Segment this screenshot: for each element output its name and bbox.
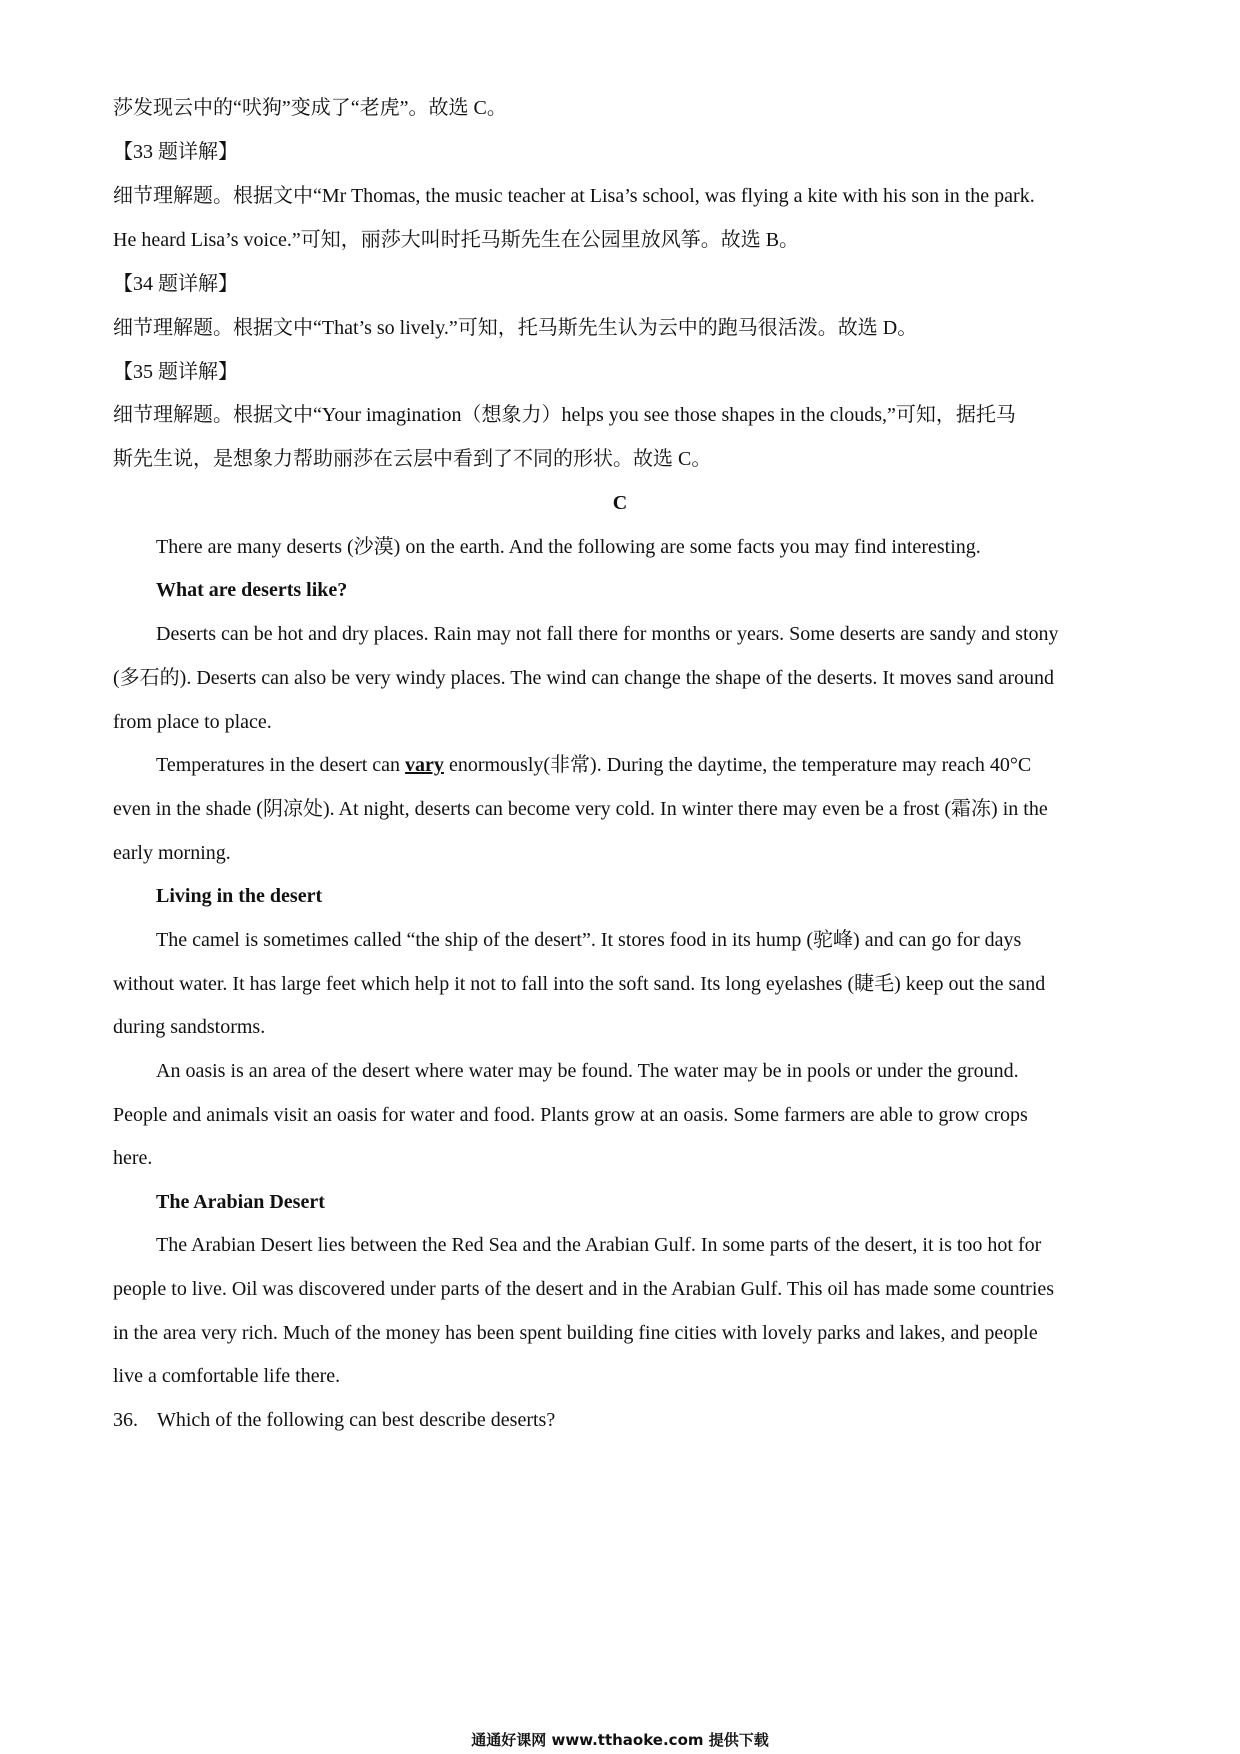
question-36 <box>113 1407 1133 1433</box>
paragraph-line: An oasis is an area of the desert where water may be found. The water may be in pools or under the ground. <box>156 1060 1019 1082</box>
text-segment: enormously(非常). During the daytime, the temperature may reach 40°C <box>443 754 1032 776</box>
question-number: 36. <box>113 1409 138 1431</box>
paragraph-line: People and animals visit an oasis for water and food. Plants grow at an oasis. Some farmers are able to grow crops <box>113 1104 1028 1126</box>
page-footer: 通通好课网 www.tthaoke.com 提供下载 <box>471 1731 769 1749</box>
answer-text: 细节理解题。根据文中“Your imagination（想象力）helps you see those shapes in the clouds,”可知，据托马 <box>113 404 1016 426</box>
paragraph-line: in the area very rich. Much of the money has been spent building fine cities with lovely parks and lakes, and people <box>113 1322 1038 1344</box>
paragraph-line: from place to place. <box>113 711 272 733</box>
subheading: The Arabian Desert <box>156 1191 325 1213</box>
question-header-34: 【34 题详解】 <box>113 273 238 295</box>
paragraph-line: here. <box>113 1147 153 1169</box>
paragraph-line: The camel is sometimes called “the ship of the desert”. It stores food in its hump (驼峰) and can go for days <box>156 929 1022 951</box>
answer-text: 细节理解题。根据文中“That’s so lively.”可知，托马斯先生认为云中的跑马很活泼。故选 D。 <box>113 317 918 339</box>
question-header-33: 【33 题详解】 <box>113 141 238 163</box>
answer-text: 斯先生说，是想象力帮助丽莎在云层中看到了不同的形状。故选 C。 <box>113 448 712 470</box>
paragraph-line: without water. It has large feet which help it not to fall into the soft sand. Its long eyelashes (睫毛) keep out the sand <box>113 973 1046 995</box>
answer-text: 莎发现云中的“吠狗”变成了“老虎”。故选 C。 <box>113 97 507 119</box>
paragraph-line: (多石的). Deserts can also be very windy places. The wind can change the shape of the deserts. It moves sand around <box>113 667 1055 689</box>
section-title: C <box>612 492 628 514</box>
paragraph-line: early morning. <box>113 842 231 864</box>
answer-text: He heard Lisa’s voice.”可知，丽莎大叫时托马斯先生在公园里放风筝。故选 B。 <box>113 229 800 251</box>
question-header-35: 【35 题详解】 <box>113 361 238 383</box>
paragraph-line: The Arabian Desert lies between the Red Sea and the Arabian Gulf. In some parts of the desert, it is too hot for <box>156 1234 1042 1256</box>
subheading: Living in the desert <box>156 885 323 907</box>
paragraph-line: people to live. Oil was discovered under parts of the desert and in the Arabian Gulf. This oil has made some countries <box>113 1278 1055 1300</box>
paragraph-line: live a comfortable life there. <box>113 1365 341 1387</box>
question-text: Which of the following can best describe deserts? <box>157 1409 556 1431</box>
paragraph-line: There are many deserts (沙漠) on the earth. And the following are some facts you may find interesting. <box>156 536 981 558</box>
answer-text: 细节理解题。根据文中“Mr Thomas, the music teacher at Lisa’s school, was flying a kite with his son in the park. <box>113 185 1035 207</box>
text-segment: Temperatures in the desert can <box>156 754 406 776</box>
paragraph-line: even in the shade (阴凉处). At night, deserts can become very cold. In winter there may even be a frost (霜冻) in the <box>113 798 1048 820</box>
paragraph-line: during sandstorms. <box>113 1016 266 1038</box>
underlined-word: vary <box>405 754 444 776</box>
subheading: What are deserts like? <box>156 579 348 601</box>
paragraph-line <box>156 752 1136 778</box>
paragraph-line: Deserts can be hot and dry places. Rain may not fall there for months or years. Some deserts are sandy and stony <box>156 623 1059 645</box>
